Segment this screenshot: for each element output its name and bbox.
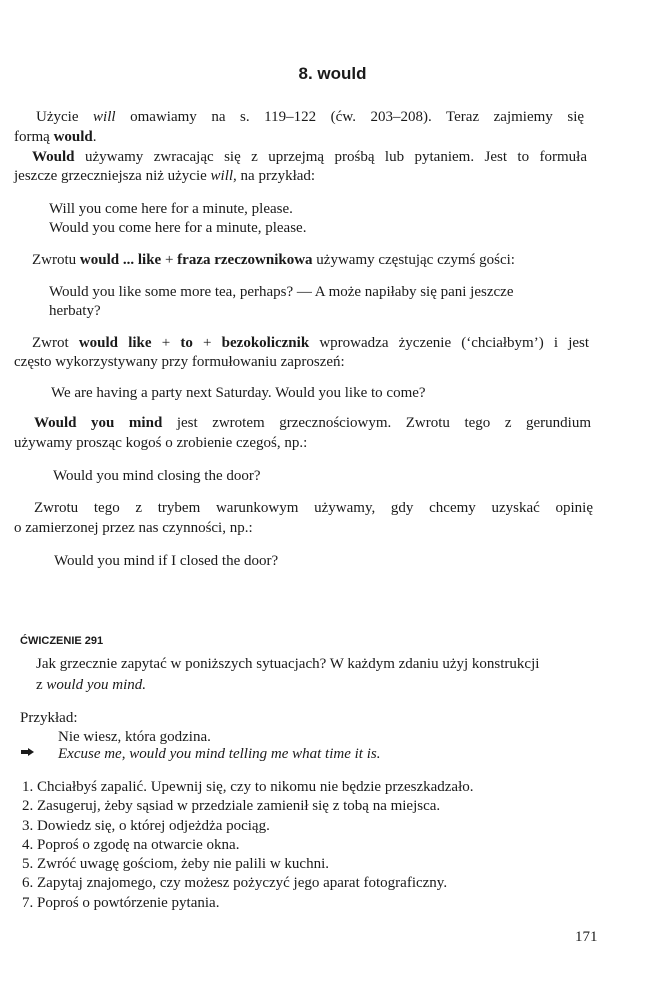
conditional-line-1: Zwrotu tego z trybem warunkowym używamy, gdy chcemy uzyskać opinię: [34, 500, 593, 516]
list-item: 7. Poproś o powtórzenie pytania.: [22, 895, 220, 911]
exercise-heading: ĆWICZENIE 291: [20, 635, 104, 647]
example-line: Will you come here for a minute, please.: [49, 201, 293, 217]
intro-line-3: Would używamy zwracając się z uprzejmą prośbą lub pytaniem. Jest to formuła: [32, 149, 588, 165]
wish-line-2: często wykorzystywany przy formułowaniu zaproszeń:: [14, 354, 345, 370]
section-title: 8. would: [298, 64, 367, 83]
list-item: 2. Zasugeruj, żeby sąsiad w przedziale zamienił się z tobą na miejsca.: [22, 798, 441, 814]
intro-line-2: formą would.: [14, 129, 97, 145]
list-item: 4. Poproś o zgodę na otwarcie okna.: [22, 837, 240, 853]
list-item: 3. Dowiedz się, o której odjeżdża pociąg.: [22, 818, 270, 834]
example-line: Would you mind if I closed the door?: [54, 553, 279, 569]
intro-line-4: jeszcze grzeczniejsza niż użycie will, na przykład:: [14, 168, 316, 184]
mind-line-1: Would you mind jest zwrotem grzecznościowym. Zwrotu tego z gerundium: [34, 415, 592, 431]
example-prompt: Nie wiesz, która godzina.: [58, 729, 211, 745]
list-item: 5. Zwróć uwagę gościom, żeby nie palili w kuchni.: [22, 856, 330, 872]
example-label: Przykład:: [20, 710, 78, 726]
example-line: Would you come here for a minute, please.: [49, 220, 307, 236]
example-answer: Excuse me, would you mind telling me what time it is.: [58, 746, 381, 762]
wish-line-1: Zwrot would like + to + bezokolicznik wprowadza życzenie (‘chciałbym’) i jest: [32, 335, 590, 351]
list-item: 6. Zapytaj znajomego, czy możesz pożyczyć jego aparat fotograficzny.: [22, 875, 448, 891]
offer-line: Zwrotu would ... like + fraza rzeczownikowa używamy częstując czymś gości:: [32, 252, 515, 268]
conditional-line-2: o zamierzonej przez nas czynności, np.:: [14, 520, 253, 536]
pointing-hand-icon: [20, 745, 36, 764]
exercise-instruction-line-1: Jak grzecznie zapytać w poniższych sytuacjach? W każdym zdaniu użyj konstrukcji: [36, 656, 540, 672]
intro-line-1: Użycie will omawiamy na s. 119–122 (ćw. 203–208). Teraz zajmiemy się: [36, 109, 585, 125]
example-line: herbaty?: [49, 303, 101, 319]
example-line: Would you like some more tea, perhaps? — A może napiłaby się pani jeszcze: [49, 284, 514, 300]
list-item: 1. Chciałbyś zapalić. Upewnij się, czy to nikomu nie będzie przeszkadzało.: [22, 779, 474, 795]
page-number: 171: [575, 929, 598, 945]
mind-line-2: używamy prosząc kogoś o zrobienie czegoś, np.:: [14, 435, 308, 451]
exercise-instruction-line-2: z would you mind.: [36, 677, 147, 693]
example-line: We are having a party next Saturday. Would you like to come?: [51, 385, 426, 401]
example-line: Would you mind closing the door?: [53, 468, 261, 484]
